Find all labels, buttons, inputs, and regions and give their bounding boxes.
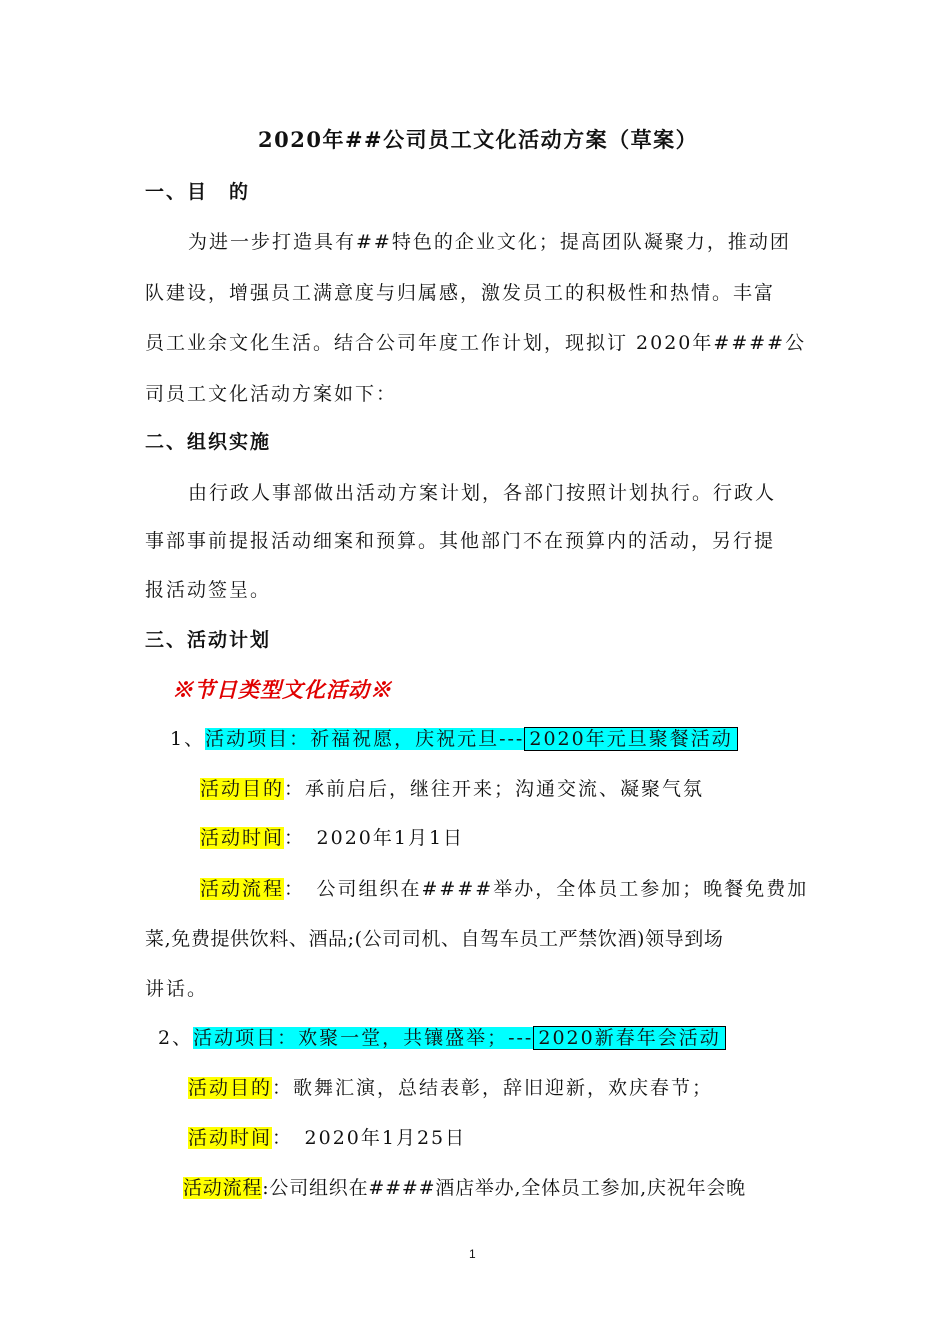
activity-2-project-name: 2020新春年会活动 — [533, 1026, 725, 1050]
org-line-1: 由行政人事部做出活动方案计划，各部门按照计划执行。行政人 — [188, 482, 777, 504]
activity-2-project-line — [158, 1026, 726, 1050]
activity-2-project-label: 活动项目：欢聚一堂，共镶盛举；--- — [193, 1027, 534, 1049]
org-line-3: 报活动签呈。 — [145, 579, 272, 601]
activity-1-goal-value: ：承前启后，继往开来；沟通交流、凝聚气氛 — [284, 778, 705, 800]
section-heading-organization: 二、组织实施 — [145, 431, 272, 453]
activity-1-project-label: 活动项目：祈福祝愿，庆祝元旦--- — [205, 728, 525, 750]
activity-1-flow-text-3: 讲话。 — [145, 978, 209, 1000]
activity-1-project-name: 2020年元旦聚餐活动 — [524, 727, 737, 751]
category-heading: ※节日类型文化活动※ — [172, 677, 392, 702]
page-number: 1 — [469, 1247, 476, 1261]
activity-2-number: 2、 — [158, 1027, 194, 1049]
activity-1-flow-text-1: ： 公司组织在####举办，全体员工参加；晚餐免费加 — [284, 878, 809, 900]
purpose-line-4: 司员工文化活动方案如下： — [145, 383, 398, 405]
activity-1-time-value: ： 2020年1月1日 — [284, 827, 465, 849]
activity-2-goal-label: 活动目的 — [188, 1077, 273, 1099]
activity-2-goal-value: ：歌舞汇演，总结表彰，辞旧迎新，欢庆春节； — [272, 1077, 714, 1099]
org-line-2: 事部事前提报活动细案和预算。其他部门不在预算内的活动，另行提 — [145, 530, 776, 552]
activity-2-flow-line — [183, 1176, 746, 1200]
activity-1-time-label: 活动时间 — [200, 827, 285, 849]
section-heading-purpose: 一、目 的 — [145, 181, 251, 203]
activity-1-project-line — [170, 727, 738, 751]
activity-2-flow-label: 活动流程 — [183, 1177, 263, 1199]
section-heading-plan: 三、活动计划 — [145, 629, 272, 651]
activity-1-flow-text-2: 菜,免费提供饮料、酒品;(公司司机、自驾车员工严禁饮酒)领导到场 — [145, 928, 724, 950]
activity-2-time-value: ： 2020年1月25日 — [272, 1127, 467, 1149]
document-title: 2020年##公司员工文化活动方案（草案） — [258, 127, 699, 152]
activity-2-flow-text-1: :公司组织在####酒店举办,全体员工参加,庆祝年会晚 — [262, 1177, 746, 1199]
activity-1-number: 1、 — [170, 728, 206, 750]
activity-2-goal-line — [188, 1076, 713, 1100]
activity-1-goal-line — [200, 777, 704, 801]
activity-1-flow-label: 活动流程 — [200, 878, 285, 900]
activity-1-goal-label: 活动目的 — [200, 778, 285, 800]
activity-1-flow-line — [200, 877, 808, 901]
activity-1-time-line — [200, 826, 464, 850]
purpose-line-1: 为进一步打造具有##特色的企业文化；提高团队凝聚力，推动团 — [188, 231, 791, 253]
activity-2-time-line — [188, 1126, 466, 1150]
activity-2-time-label: 活动时间 — [188, 1127, 273, 1149]
purpose-line-3: 员工业余文化生活。结合公司年度工作计划，现拟订 2020年####公 — [145, 332, 807, 354]
purpose-line-2: 队建设，增强员工满意度与归属感，激发员工的积极性和热情。丰富 — [145, 282, 776, 304]
